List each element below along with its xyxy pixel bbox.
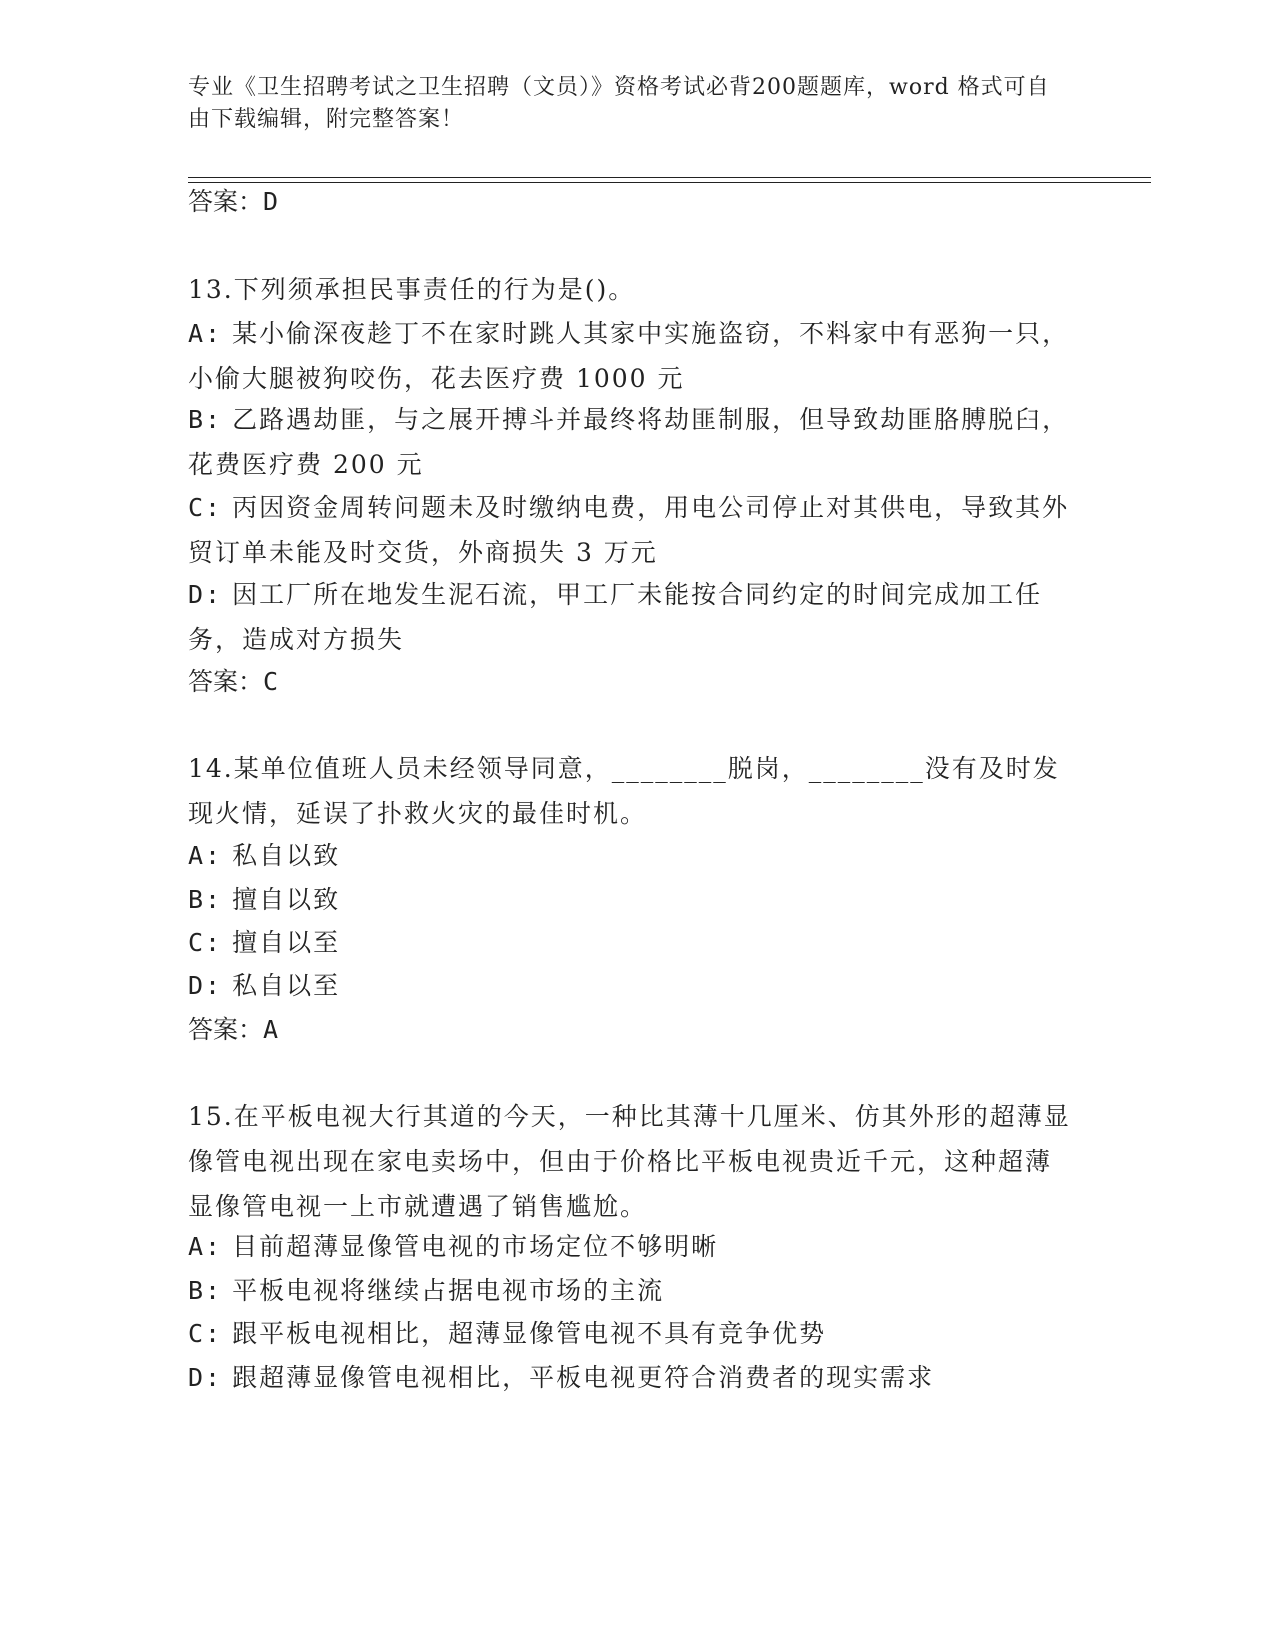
option-text: 私自以致 bbox=[232, 841, 341, 870]
option-letter: B: bbox=[188, 1276, 223, 1305]
option-letter: A: bbox=[188, 1232, 223, 1261]
question-13-option-b bbox=[188, 397, 1078, 487]
answer-value: C bbox=[263, 667, 279, 696]
option-text: 目前超薄显像管电视的市场定位不够明晰 bbox=[232, 1232, 719, 1261]
question-14-option-a bbox=[188, 833, 1078, 878]
option-letter: D: bbox=[188, 971, 223, 1000]
question-14-option-b bbox=[188, 877, 1078, 922]
document-header: 专业《卫生招聘考试之卫生招聘（文员）》资格考试必背200题题库，word 格式可自由下载编辑，附完整答案！ bbox=[188, 75, 1050, 132]
option-text: 丙因资金周转问题未及时缴纳电费，用电公司停止对其供电，导致其外贸订单未能及时交货，外商损失 3 万元 bbox=[188, 493, 1070, 567]
answer-value: D bbox=[263, 187, 279, 216]
question-13-stem: 13.下列须承担民事责任的行为是()。 bbox=[188, 275, 636, 304]
question-13-option-d bbox=[188, 572, 1078, 662]
option-text: 因工厂所在地发生泥石流，甲工厂未能按合同约定的时间完成加工任务，造成对方损失 bbox=[188, 580, 1043, 654]
option-letter: A: bbox=[188, 319, 223, 348]
question-15-option-b bbox=[188, 1268, 1078, 1313]
answer-line bbox=[188, 666, 278, 698]
option-letter: B: bbox=[188, 405, 223, 434]
option-letter: C: bbox=[188, 1319, 223, 1348]
option-text: 擅自以致 bbox=[232, 885, 341, 914]
answer-label: 答案： bbox=[188, 1015, 264, 1044]
header-divider-bottom bbox=[188, 182, 1151, 183]
question-15-stem: 15.在平板电视大行其道的今天，一种比其薄十几厘米、仿其外形的超薄显像管电视出现在家电卖场中，但由于价格比平板电视贵近千元，这种超薄显像管电视一上市就遭遇了销售尴尬。 bbox=[188, 1102, 1071, 1221]
answer-label: 答案： bbox=[188, 187, 264, 216]
question-15-option-a bbox=[188, 1224, 1078, 1269]
option-letter: D: bbox=[188, 580, 223, 609]
question-13-option-c bbox=[188, 485, 1078, 575]
option-text: 某小偷深夜趁丁不在家时跳人其家中实施盗窃，不料家中有恶狗一只，小偷大腿被狗咬伤，花去医疗费 1000 元 bbox=[188, 319, 1070, 393]
option-letter: A: bbox=[188, 841, 223, 870]
option-text: 平板电视将继续占据电视市场的主流 bbox=[232, 1276, 665, 1305]
header-divider-top bbox=[188, 177, 1151, 178]
option-text: 跟平板电视相比，超薄显像管电视不具有竞争优势 bbox=[232, 1319, 827, 1348]
question-14-option-c bbox=[188, 920, 1078, 965]
question-15-option-c bbox=[188, 1311, 1078, 1356]
question-14-stem: 14.某单位值班人员未经领导同意，________脱岗，________没有及时发现火情，延误了扑救火灾的最佳时机。 bbox=[188, 754, 1060, 828]
option-text: 跟超薄显像管电视相比，平板电视更符合消费者的现实需求 bbox=[232, 1363, 935, 1392]
answer-line bbox=[188, 1014, 278, 1046]
answer-value: A bbox=[263, 1015, 279, 1044]
question-15-option-d bbox=[188, 1355, 1078, 1400]
option-text: 私自以至 bbox=[232, 971, 341, 1000]
answer-label: 答案： bbox=[188, 667, 264, 696]
option-text: 擅自以至 bbox=[232, 928, 341, 957]
option-text: 乙路遇劫匪，与之展开搏斗并最终将劫匪制服，但导致劫匪胳膊脱臼，花费医疗费 200 元 bbox=[188, 405, 1070, 479]
option-letter: D: bbox=[188, 1363, 223, 1392]
answer-line bbox=[188, 186, 278, 218]
option-letter: C: bbox=[188, 493, 223, 522]
option-letter: C: bbox=[188, 928, 223, 957]
question-13-option-a bbox=[188, 311, 1078, 401]
option-letter: B: bbox=[188, 885, 223, 914]
question-14-option-d bbox=[188, 963, 1078, 1008]
